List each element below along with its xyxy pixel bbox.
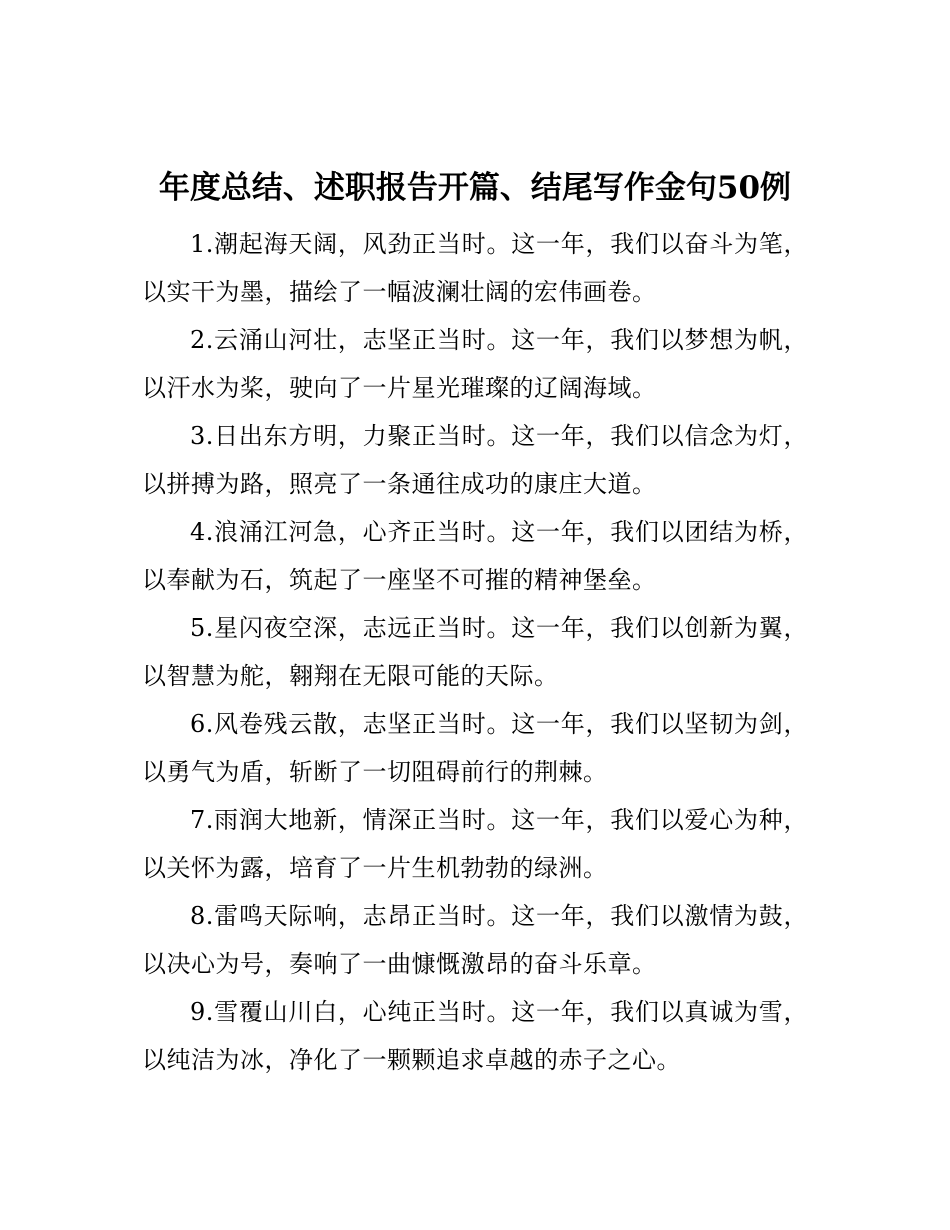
paragraph-6: 6.风卷残云散，志坚正当时。这一年，我们以坚韧为剑，以勇气为盾，斩断了一切阻碍前行的荆棘。 xyxy=(142,710,808,786)
paragraph-9: 9.雪覆山川白，心纯正当时。这一年，我们以真诚为雪，以纯洁为冰，净化了一颗颗追求卓越的赤子之心。 xyxy=(142,998,808,1074)
paragraph-7: 7.雨润大地新，情深正当时。这一年，我们以爱心为种，以关怀为露，培育了一片生机勃勃的绿洲。 xyxy=(142,806,808,882)
paragraph-8: 8.雷鸣天际响，志昂正当时。这一年，我们以激情为鼓，以决心为号，奏响了一曲慷慨激昂的奋斗乐章。 xyxy=(142,902,808,978)
paragraph-3: 3.日出东方明，力聚正当时。这一年，我们以信念为灯，以拼搏为路，照亮了一条通往成功的康庄大道。 xyxy=(142,422,808,498)
paragraph-2: 2.云涌山河壮，志坚正当时。这一年，我们以梦想为帆，以汗水为桨，驶向了一片星光璀璨的辽阔海域。 xyxy=(142,326,808,402)
document-title: 年度总结、述职报告开篇、结尾写作金句50例 xyxy=(158,170,792,206)
paragraph-1: 1.潮起海天阔，风劲正当时。这一年，我们以奋斗为笔，以实干为墨，描绘了一幅波澜壮阔的宏伟画卷。 xyxy=(142,230,808,306)
paragraph-5: 5.星闪夜空深，志远正当时。这一年，我们以创新为翼，以智慧为舵，翱翔在无限可能的天际。 xyxy=(142,614,808,690)
paragraph-4: 4.浪涌江河急，心齐正当时。这一年，我们以团结为桥，以奉献为石，筑起了一座坚不可摧的精神堡垒。 xyxy=(142,518,808,594)
document-body xyxy=(142,220,808,1084)
